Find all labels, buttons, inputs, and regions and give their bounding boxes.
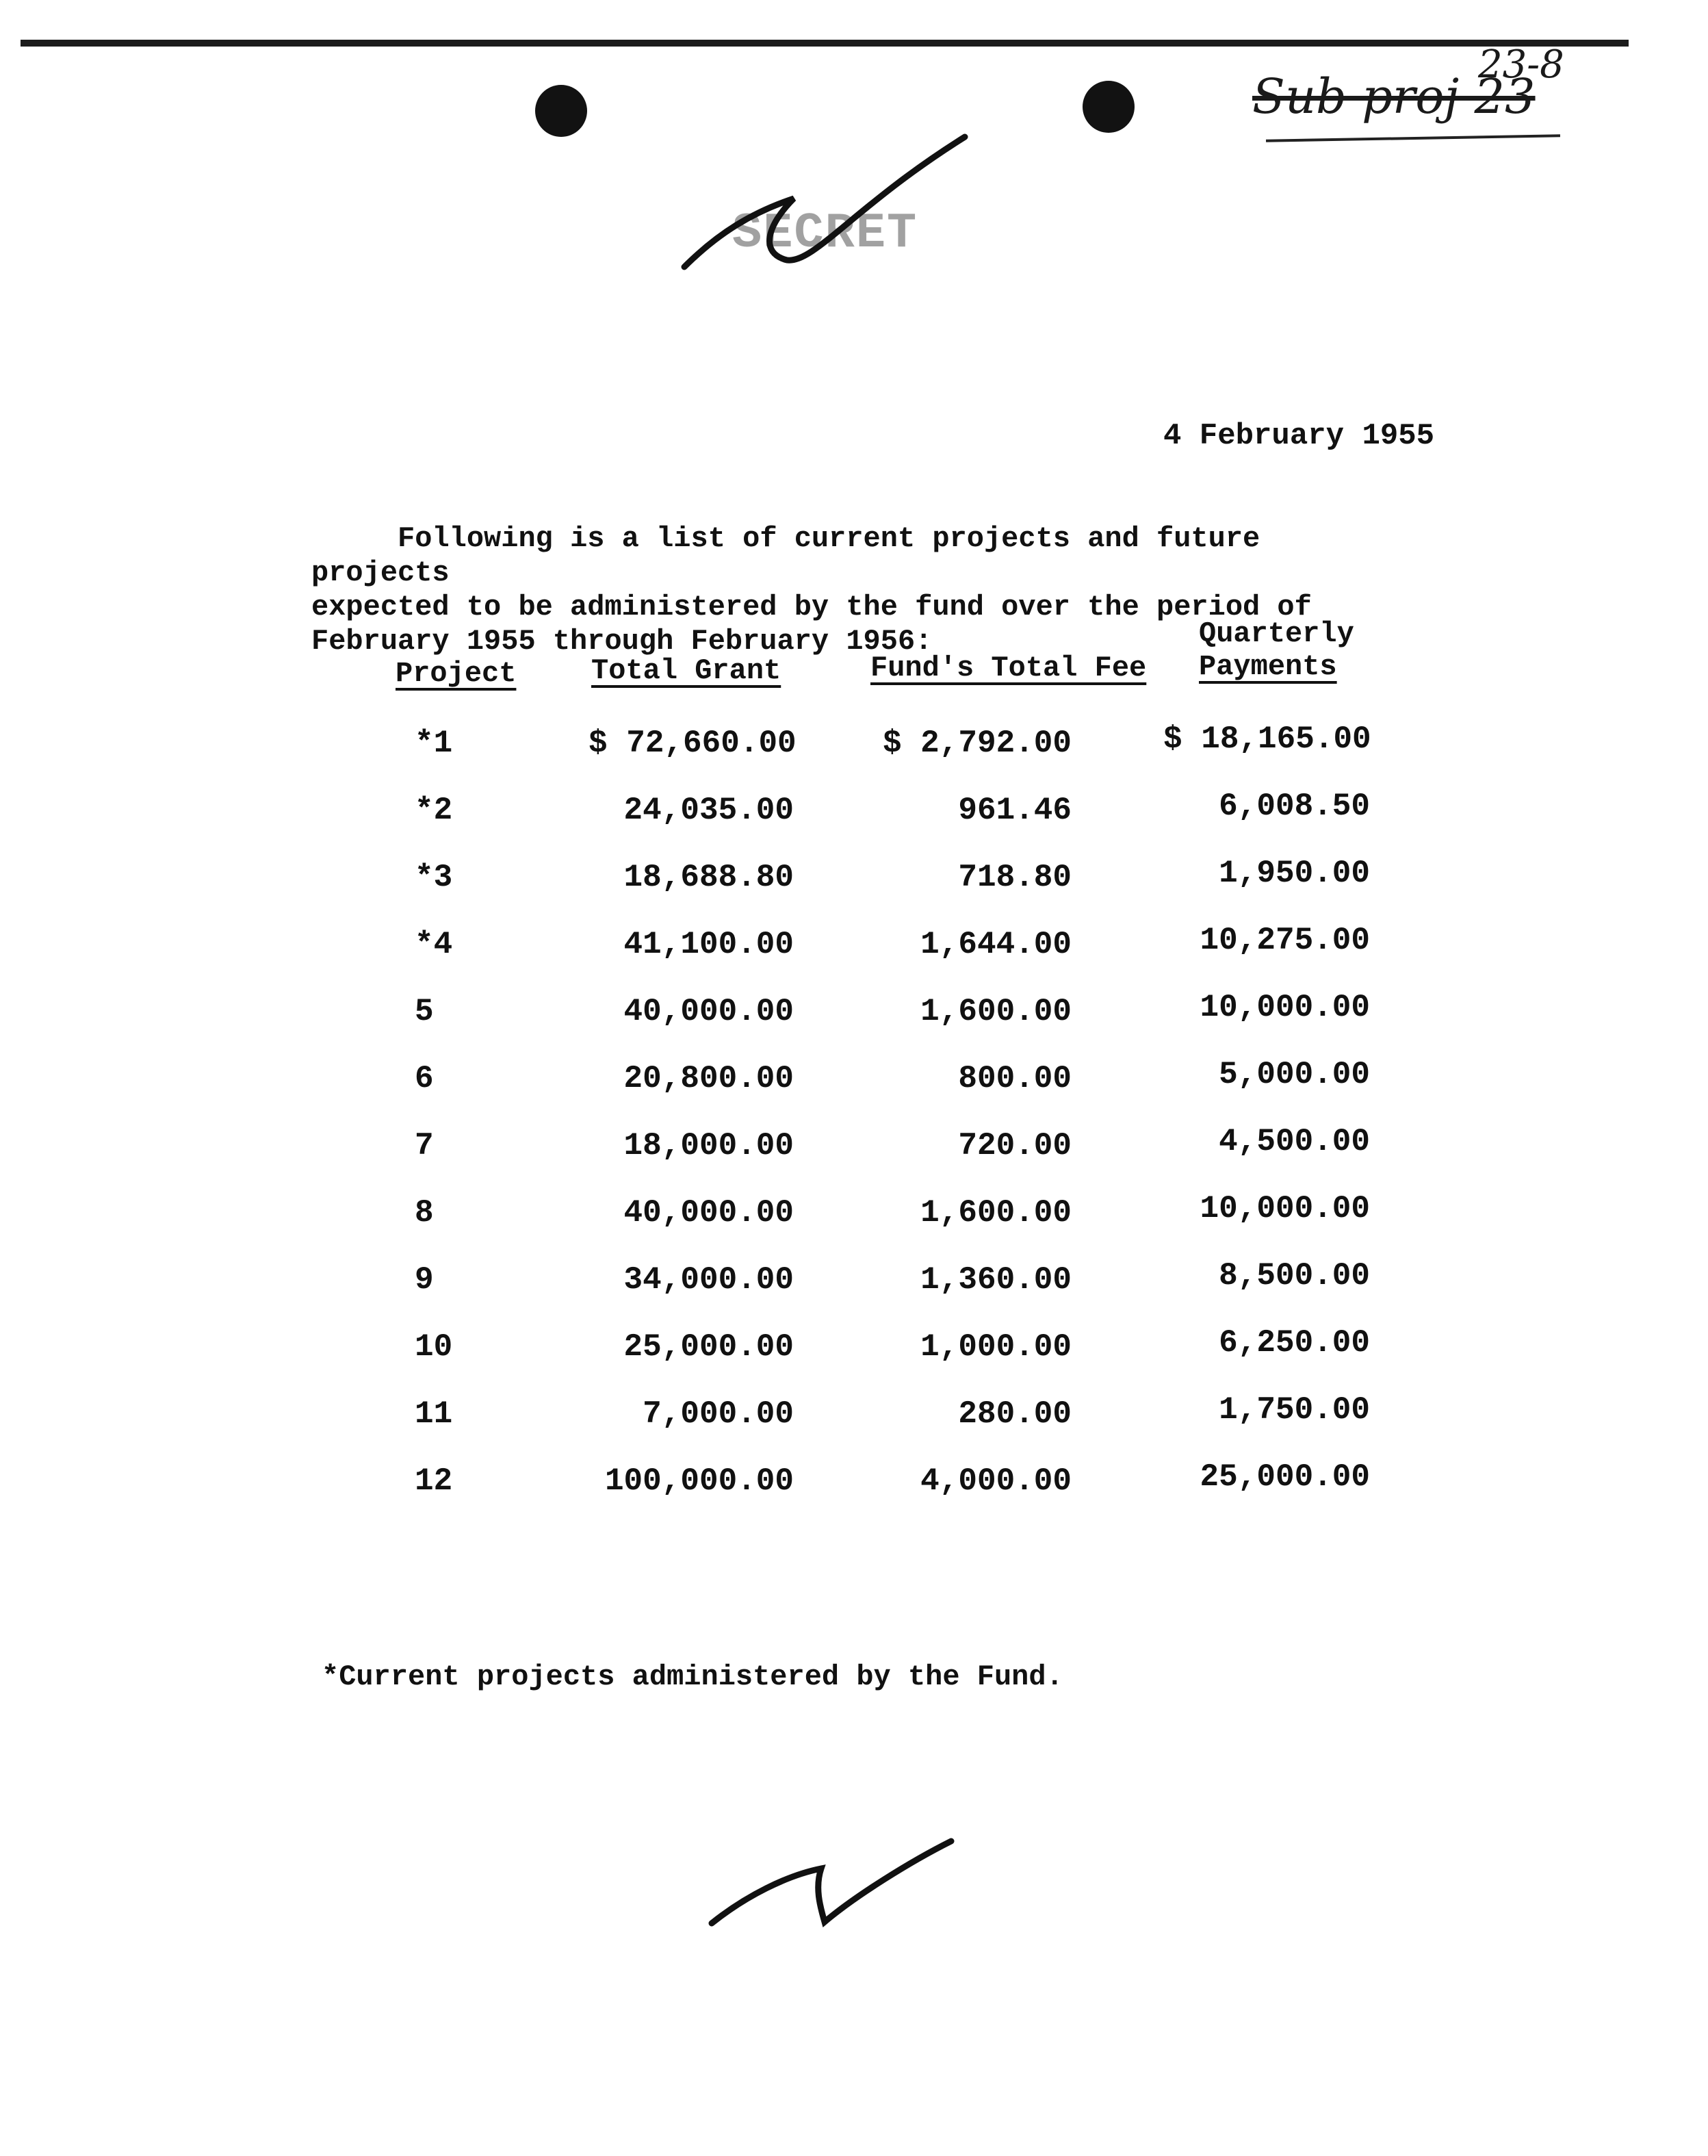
punch-hole-right	[1083, 81, 1135, 133]
fund-fee-value: 720.00	[958, 1128, 1072, 1164]
footnote: *Current projects administered by the Fund.	[322, 1660, 1063, 1693]
fund-fee-value: 718.80	[958, 860, 1072, 895]
quarterly-payment-value: 5,000.00	[1219, 1057, 1370, 1092]
total-grant-value: 24,035.00	[623, 793, 794, 828]
classification-stamp: SECRET	[732, 205, 918, 261]
quarterly-payment-value: 8,500.00	[1219, 1258, 1370, 1294]
project-number: 6	[415, 1061, 434, 1096]
bottom-scribble-mark	[705, 1834, 958, 1930]
quarterly-payment-value: 10,000.00	[1200, 1191, 1370, 1227]
project-number: *3	[415, 860, 453, 895]
quarterly-payment-value: 25,000.00	[1200, 1459, 1370, 1495]
quarterly-payment-value: $ 18,165.00	[1163, 721, 1371, 757]
quarterly-payment-value: 10,275.00	[1200, 923, 1370, 958]
punch-hole-left	[535, 85, 587, 137]
fund-fee-value: 1,600.00	[920, 1195, 1072, 1231]
handwritten-number: 23-8	[1478, 42, 1564, 87]
project-number: 7	[415, 1128, 434, 1164]
fund-fee-value: $ 2,792.00	[882, 726, 1072, 761]
total-grant-value: 7,000.00	[643, 1396, 794, 1432]
fund-fee-value: 1,600.00	[920, 994, 1072, 1029]
total-grant-value: 18,688.80	[623, 860, 794, 895]
quarterly-payment-value: 4,500.00	[1219, 1124, 1370, 1159]
total-grant-value: 40,000.00	[623, 1195, 794, 1231]
project-number: 5	[415, 994, 434, 1029]
quarterly-payment-value: 1,950.00	[1219, 856, 1370, 891]
project-number: *1	[415, 726, 453, 761]
project-number: 9	[415, 1262, 434, 1298]
project-number: 10	[415, 1329, 453, 1365]
total-grant-value: 41,100.00	[623, 927, 794, 962]
project-number: 12	[415, 1463, 453, 1499]
total-grant-value: 40,000.00	[623, 994, 794, 1029]
handwritten-annotation: Sub proj 23	[1252, 68, 1536, 125]
fund-fee-value: 800.00	[958, 1061, 1072, 1096]
fund-fee-value: 1,644.00	[920, 927, 1072, 962]
total-grant-value: 100,000.00	[604, 1463, 794, 1499]
intro-line: February 1955 through February 1956:	[311, 625, 933, 658]
header-payments: Payments	[1199, 650, 1337, 683]
header-fund-total-fee: Fund's Total Fee	[870, 652, 1147, 684]
project-number: 11	[415, 1396, 453, 1432]
top-scribble-mark	[677, 130, 972, 281]
header-quarterly: Quarterly	[1199, 617, 1354, 650]
quarterly-payment-value: 10,000.00	[1200, 990, 1370, 1025]
quarterly-payment-value: 1,750.00	[1219, 1392, 1370, 1428]
fund-fee-value: 1,000.00	[920, 1329, 1072, 1365]
quarterly-payment-value: 6,008.50	[1219, 788, 1370, 824]
header-total-grant: Total Grant	[591, 654, 781, 687]
project-number: 8	[415, 1195, 434, 1231]
project-number: *2	[415, 793, 453, 828]
document-date: 4 February 1955	[1163, 419, 1435, 453]
top-rule	[21, 40, 1629, 47]
fund-fee-value: 280.00	[958, 1396, 1072, 1432]
total-grant-value: 25,000.00	[623, 1329, 794, 1365]
total-grant-value: $ 72,660.00	[588, 726, 797, 761]
intro-line: Following is a list of current projects and future projects	[311, 522, 1278, 589]
handwritten-underline	[1266, 134, 1560, 142]
total-grant-value: 18,000.00	[623, 1128, 794, 1164]
header-project: Project	[396, 657, 517, 690]
total-grant-value: 20,800.00	[623, 1061, 794, 1096]
fund-fee-value: 4,000.00	[920, 1463, 1072, 1499]
project-number: *4	[415, 927, 453, 962]
intro-line: expected to be administered by the fund over the period of	[311, 591, 1312, 624]
total-grant-value: 34,000.00	[623, 1262, 794, 1298]
fund-fee-value: 1,360.00	[920, 1262, 1072, 1298]
quarterly-payment-value: 6,250.00	[1219, 1325, 1370, 1361]
fund-fee-value: 961.46	[958, 793, 1072, 828]
